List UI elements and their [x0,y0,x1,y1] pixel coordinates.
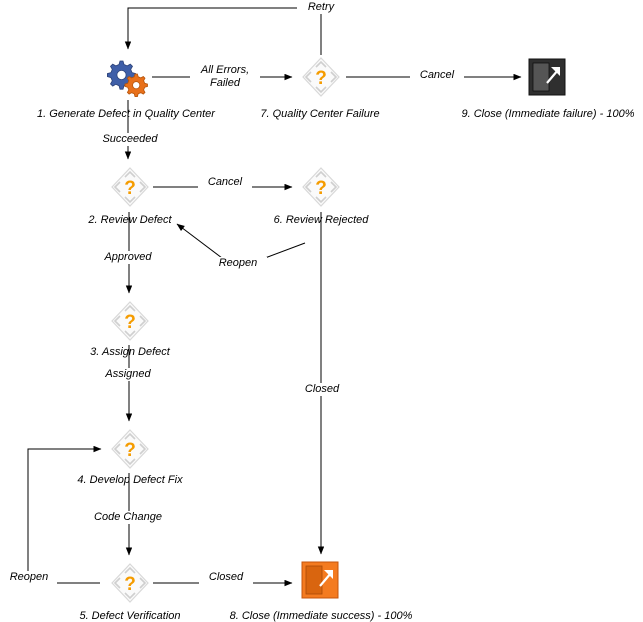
edge-label-reopen-rejected: Reopen [209,257,267,270]
node-label-assign-defect: 3. Assign Defect [90,346,170,358]
edge-label-closed-rejected: Closed [295,383,349,396]
edge-label-approved: Approved [92,251,164,264]
svg-text:?: ? [124,440,136,461]
edge-label-code-change: Code Change [80,511,176,524]
node-label-quality-center-failure: 7. Quality Center Failure [260,108,380,120]
node-quality-center-failure[interactable] [298,55,344,99]
edge-label-assigned: Assigned [93,368,163,381]
svg-text:?: ? [315,178,327,199]
node-review-defect[interactable] [107,165,153,209]
edge-label-cancel-failure: Cancel [410,69,464,82]
decision-icon [107,427,153,471]
node-close-immediate-success[interactable] [300,560,346,604]
node-label-defect-verification: 5. Defect Verification [79,610,181,622]
edge-label-reopen-develop: Reopen [1,571,57,584]
node-develop-defect-fix[interactable] [107,427,153,471]
node-label-develop-defect-fix: 4. Develop Defect Fix [77,474,183,486]
decision-icon [107,299,153,343]
edge-label-cancel-rejected: Cancel [198,176,252,189]
node-defect-verification[interactable] [107,561,153,605]
edge-label-retry: Retry [297,1,345,14]
svg-text:?: ? [124,312,136,333]
decision-icon [298,165,344,209]
decision-icon [107,561,153,605]
node-label-review-rejected: 6. Review Rejected [273,214,369,226]
node-label-close-immediate-failure: 9. Close (Immediate failure) - 100% [461,108,635,120]
edge-reopen-from-rejected-seg1 [265,243,305,258]
decision-icon [298,55,344,99]
node-label-review-defect: 2. Review Defect [88,214,172,226]
svg-text:?: ? [124,178,136,199]
node-assign-defect[interactable] [107,299,153,343]
svg-text:?: ? [315,68,327,89]
node-generate-defect[interactable] [104,55,150,99]
gears-icon [104,55,150,99]
decision-icon [107,165,153,209]
svg-text:?: ? [124,574,136,595]
node-review-rejected[interactable] [298,165,344,209]
node-close-immediate-failure[interactable] [527,57,573,101]
exit-dark-icon [527,57,567,97]
node-label-generate-defect: 1. Generate Defect in Quality Center [37,108,215,120]
exit-orange-icon [300,560,340,600]
edge-reopen-to-review [177,224,222,258]
edge-label-all-errors-line2: Failed [210,77,240,89]
node-label-close-immediate-success: 8. Close (Immediate success) - 100% [229,610,413,622]
edge-label-all-errors-failed [190,64,260,90]
edge-retry [128,8,321,55]
edge-label-all-errors-line1: All Errors, [200,64,250,76]
edge-label-closed-success: Closed [199,571,253,584]
edge-label-succeeded: Succeeded [90,133,170,146]
